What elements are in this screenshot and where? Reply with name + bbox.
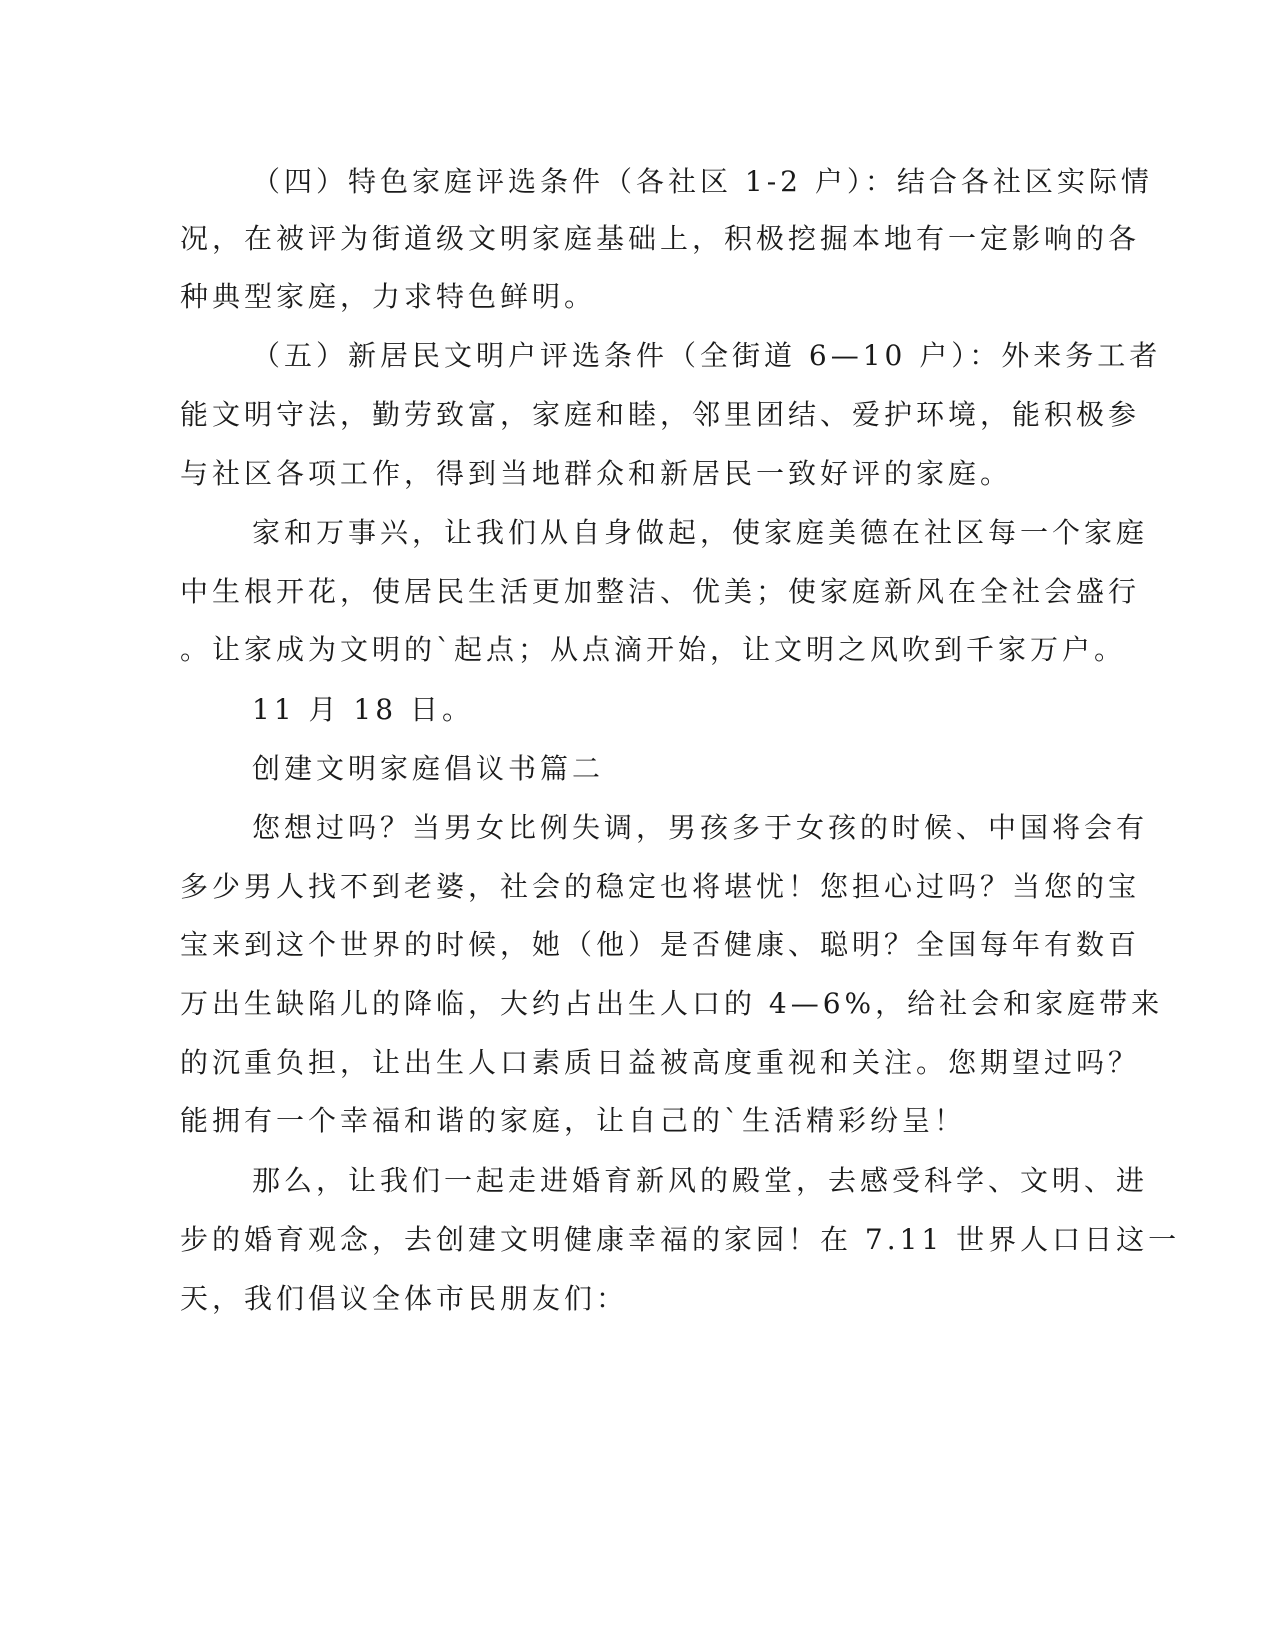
paragraph-line: （四）特色家庭评选条件（各社区 1-2 户）：结合各社区实际情 [252, 165, 1153, 198]
paragraph-line: （五）新居民文明户评选条件（全街道 6—10 户）：外来务工者 [252, 339, 1162, 372]
paragraph-line: 。让家成为文明的`起点；从点滴开始，让文明之风吹到千家万户。 [180, 633, 1127, 666]
paragraph-line: 的沉重负担，让出生人口素质日益被高度重视和关注。您期望过吗？ [180, 1046, 1141, 1079]
paragraph-line: 况，在被评为街道级文明家庭基础上，积极挖掘本地有一定影响的各 [180, 222, 1141, 255]
date-line: 11 月 18 日。 [252, 693, 474, 726]
section-title: 创建文明家庭倡议书篇二 [252, 752, 605, 785]
paragraph-line: 能拥有一个幸福和谐的家庭，让自己的`生活精彩纷呈！ [180, 1104, 967, 1137]
paragraph-line: 种典型家庭，力求特色鲜明。 [180, 280, 597, 313]
paragraph-line: 能文明守法，勤劳致富，家庭和睦，邻里团结、爱护环境，能积极参 [180, 398, 1141, 431]
paragraph-line: 多少男人找不到老婆，社会的稳定也将堪忧！您担心过吗？当您的宝 [180, 870, 1141, 903]
paragraph-line: 天，我们倡议全体市民朋友们： [180, 1282, 629, 1315]
paragraph-line: 您想过吗？当男女比例失调，男孩多于女孩的时候、中国将会有 [252, 811, 1149, 844]
paragraph-line: 万出生缺陷儿的降临，大约占出生人口的 4—6%，给社会和家庭带来 [180, 987, 1164, 1020]
paragraph-line: 步的婚育观念，去创建文明健康幸福的家园！在 7.11 世界人口日这一 [180, 1223, 1181, 1256]
paragraph-line: 那么，让我们一起走进婚育新风的殿堂，去感受科学、文明、进 [252, 1164, 1149, 1197]
paragraph-line: 家和万事兴，让我们从自身做起，使家庭美德在社区每一个家庭 [252, 516, 1149, 549]
paragraph-line: 与社区各项工作，得到当地群众和新居民一致好评的家庭。 [180, 457, 1013, 490]
paragraph-line: 宝来到这个世界的时候，她（他）是否健康、聪明？全国每年有数百 [180, 928, 1141, 961]
paragraph-line: 中生根开花，使居民生活更加整洁、优美；使家庭新风在全社会盛行 [180, 575, 1141, 608]
